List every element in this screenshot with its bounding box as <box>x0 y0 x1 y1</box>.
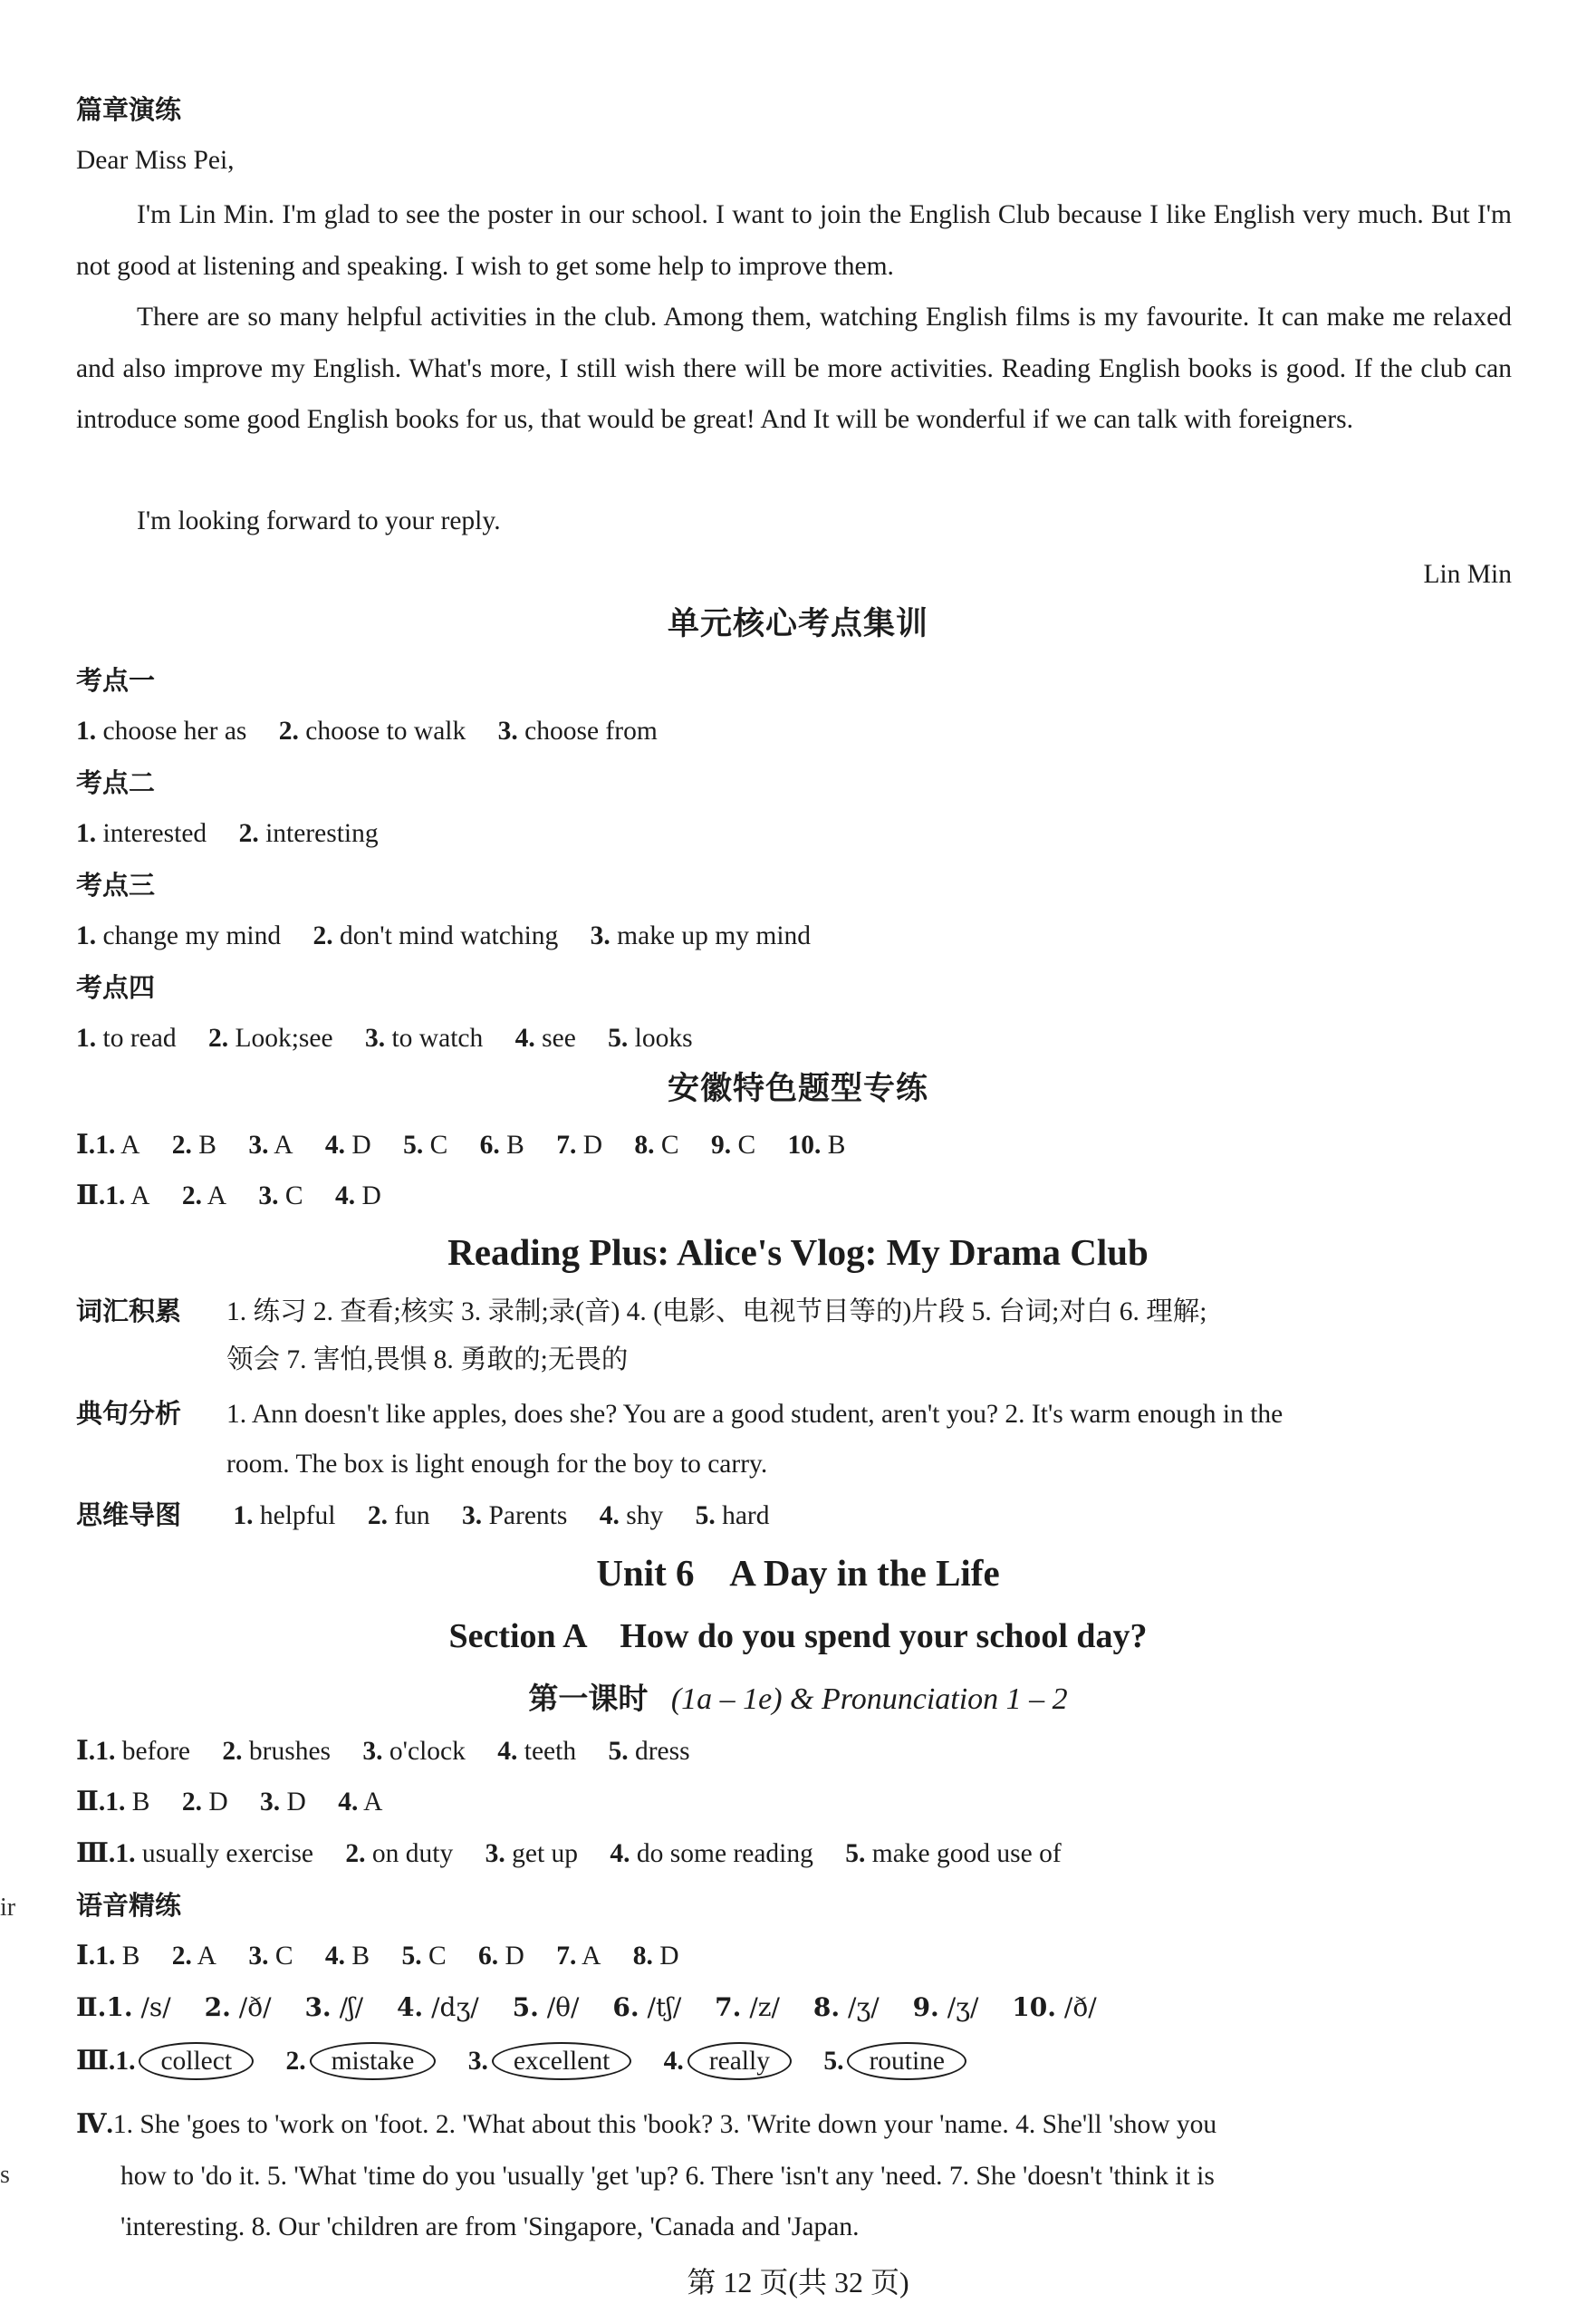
answer-item: 8. D <box>632 1942 679 1971</box>
core-point-label: 考点一 <box>76 665 156 696</box>
answer-item: 1. before <box>95 1737 191 1766</box>
answer-item: 2. mistake <box>285 2047 436 2076</box>
answer-item: 7. A <box>556 1942 601 1971</box>
lesson-title-cn: 第一课时 <box>528 1681 649 1716</box>
answer-item: 3. get up <box>485 1839 579 1868</box>
answer-item: 3. A <box>248 1131 293 1160</box>
mindmap-label: 思维导图 <box>76 1499 182 1530</box>
answer-item: 4. do some reading <box>610 1839 813 1868</box>
answer-item: 1. interested <box>76 819 207 848</box>
answer-item: 2. choose to walk <box>278 717 466 746</box>
vocab-line-1: 1. 练习 2. 查看;核实 3. 录制;录(音) 4. (电影、电视节目等的)片段 5. 台词;对白 6. 理解; <box>226 1297 1207 1326</box>
reading-plus-title: Reading Plus: Alice's Vlog: My Drama Club <box>447 1231 1149 1273</box>
core-point-answers <box>76 1023 1512 1054</box>
sentence-row <box>76 1398 1512 1430</box>
essay-paragraph-3: I'm looking forward to your reply. <box>137 506 501 535</box>
core-point-label: 考点三 <box>76 870 156 901</box>
essay-paragraph-1: I'm Lin Min. I'm glad to see the poster in our school. I want to join the English Club because I like English very much. But I'm not good at listening and speaking. I wish to get some help to improve them. <box>76 200 1512 281</box>
phonetics-row-1: Ⅰ.1. B 2. A 3. C 4. B 5. C 6. D 7. A 8. D <box>76 1942 679 1971</box>
answer-item: 2. interesting <box>238 819 379 848</box>
answer-item: 9. C <box>710 1131 756 1160</box>
answer-item: 3. D <box>260 1788 306 1817</box>
answer-item: 2. A <box>181 1181 226 1210</box>
core-point-answers <box>76 716 1512 747</box>
answer-item: 4. A <box>338 1788 383 1817</box>
answer-item: 1. choose her as <box>76 717 247 746</box>
circled-word: excellent <box>492 2042 631 2080</box>
answer-item: 3. C <box>248 1942 293 1971</box>
answer-item: 4. teeth <box>497 1737 577 1766</box>
core-title: 单元核心考点集训 <box>667 605 928 642</box>
answer-item: 1. /s/ <box>106 1992 171 2022</box>
edge-fragment: ir <box>0 1894 16 1922</box>
edge-fragment: s <box>0 2161 10 2189</box>
sentence-line-2: room. The box is light enough for the boy to carry. <box>226 1450 768 1479</box>
answer-item: 4. really <box>664 2047 792 2076</box>
stress-line-3: 'interesting. 8. Our 'children are from 'Singapore, 'Canada and 'Japan. <box>120 2212 860 2241</box>
sentence-line-1: 1. Ann doesn't like apples, does she? You are a good student, aren't you? 2. It's warm enough in the <box>226 1400 1284 1429</box>
circled-word: routine <box>847 2042 966 2080</box>
answer-item: 1. usually exercise <box>115 1839 314 1868</box>
answer-item: 6. /tʃ/ <box>612 1992 682 2022</box>
essay-heading: 篇章演练 <box>76 94 182 125</box>
answer-item: 5. make good use of <box>845 1839 1062 1868</box>
unit-title: Unit 6 A Day in the Life <box>596 1552 1000 1594</box>
exercise-row-3: Ⅲ.1. usually exercise 2. on duty 3. get up 4. do some reading 5. make good use of <box>76 1839 1062 1868</box>
exercise-row-2: Ⅱ.1. B 2. D 3. D 4. A <box>76 1788 383 1817</box>
phonetics-row-2: Ⅱ.1. /s/ 2. /ð/ 3. /ʃ/ 4. /dʒ/ 5. /θ/ 6. /tʃ/ 7. /z/ 8. /ʒ/ 9. /ʒ/ 10. /ð/ <box>76 1992 1097 2022</box>
answer-item: 3. choose from <box>497 717 658 746</box>
answer-item: 3. make up my mind <box>590 921 812 950</box>
answer-item: 2. brushes <box>222 1737 332 1766</box>
answer-item: 4. D <box>334 1181 381 1210</box>
mindmap-row <box>76 1499 1512 1531</box>
vocab-row <box>76 1296 1512 1327</box>
circled-word: mistake <box>310 2042 437 2080</box>
answer-item: 6. B <box>479 1131 524 1160</box>
answer-item: 10. /ð/ <box>1012 1992 1097 2022</box>
answer-item: 2. don't mind watching <box>312 921 559 950</box>
answer-item: 3. o'clock <box>362 1737 466 1766</box>
core-point-answers <box>76 920 1512 951</box>
answer-item: 5. /θ/ <box>512 1992 580 2022</box>
answer-item: 2. Look;see <box>207 1024 333 1053</box>
answer-item: 1. change my mind <box>76 921 282 950</box>
answer-item: 8. C <box>634 1131 679 1160</box>
answer-item: 4. /dʒ/ <box>396 1992 479 2022</box>
anhui-title: 安徽特色题型专练 <box>667 1070 928 1107</box>
anhui-row-2: Ⅱ.1. A 2. A 3. C 4. D <box>76 1181 381 1210</box>
answer-item: 5. C <box>401 1942 447 1971</box>
circled-word: collect <box>139 2042 254 2080</box>
answer-item: 3. /ʃ/ <box>304 1992 364 2022</box>
answer-item: 4. see <box>514 1024 576 1053</box>
page-number: 第 12 页(共 32 页) <box>687 2266 909 2299</box>
vocab-label: 词汇积累 <box>76 1296 182 1326</box>
essay-signature: Lin Min <box>1423 560 1512 589</box>
answer-item: 1. A <box>95 1131 140 1160</box>
answer-item: 3. to watch <box>364 1024 484 1053</box>
lesson-title <box>0 1681 1596 1718</box>
answer-item: 3. Parents <box>462 1501 568 1530</box>
answer-item: 6. D <box>478 1942 524 1971</box>
answer-item: 7. /z/ <box>715 1992 780 2022</box>
answer-item: 2. /ð/ <box>204 1992 272 2022</box>
lesson-title-en: (1a – 1e) & Pronunciation 1 – 2 <box>670 1682 1068 1716</box>
exercise-row-1: Ⅰ.1. before 2. brushes 3. o'clock 4. teeth 5. dress <box>76 1737 690 1766</box>
answer-item: 5. C <box>403 1131 448 1160</box>
answer-item: 4. B <box>324 1942 370 1971</box>
section-title: Section A How do you spend your school day? <box>448 1617 1148 1655</box>
answer-item: 5. hard <box>695 1501 770 1530</box>
answer-item: 10. B <box>787 1131 846 1160</box>
answer-item: 4. shy <box>599 1501 664 1530</box>
answer-item: 8. /ʒ/ <box>812 1992 880 2022</box>
answer-item: 7. D <box>556 1131 602 1160</box>
sentence-label: 典句分析 <box>76 1398 182 1429</box>
core-point-label: 考点四 <box>76 972 156 1003</box>
vocab-line-2: 领会 7. 害怕,畏惧 8. 勇敢的;无畏的 <box>226 1345 629 1374</box>
phonetics-heading: 语音精练 <box>76 1890 182 1921</box>
answer-item: 4. D <box>324 1131 371 1160</box>
answer-item: 3. C <box>258 1181 303 1210</box>
circled-word: really <box>687 2042 792 2080</box>
answer-item: 9. /ʒ/ <box>912 1992 979 2022</box>
answer-item: 1. helpful <box>233 1501 336 1530</box>
phonetics-row-4: Ⅳ.1. She 'goes to 'work on 'foot. 2. 'What about this 'book? 3. 'Write down your 'name. 4. She'll 'show you <box>76 2110 1217 2139</box>
essay-paragraph-2: There are so many helpful activities in the club. Among them, watching English films is my favourite. It can make me relaxed and also improve my English. What's more, I still wish there will be more activities. Reading English books is good. If the club can introduce some good English books for us, that would be great! And It will be wonderful if we can talk with foreigners. <box>76 303 1512 434</box>
answer-item: 2. B <box>171 1131 216 1160</box>
stress-line-1: 1. She 'goes to 'work on 'foot. 2. 'What about this 'book? 3. 'Write down your 'name. 4. She'll 'show you <box>112 2110 1217 2139</box>
answer-item: 5. dress <box>608 1737 690 1766</box>
core-point-answers <box>76 818 1512 849</box>
answer-item: 2. D <box>181 1788 228 1817</box>
anhui-row-1: Ⅰ.1. A 2. B 3. A 4. D 5. C 6. B 7. D 8. C 9. C 10. B <box>76 1131 846 1160</box>
phonetics-row-3: Ⅲ.1. collect 2. mistake 3. excellent 4. really 5. routine <box>76 2042 1512 2080</box>
answer-item: 2. fun <box>367 1501 430 1530</box>
answer-item: 5. looks <box>608 1024 693 1053</box>
answer-item: 1. B <box>105 1788 150 1817</box>
essay-salutation: Dear Miss Pei, <box>76 146 235 175</box>
answer-item: 2. A <box>171 1942 216 1971</box>
answer-item: 3. excellent <box>468 2047 632 2076</box>
stress-line-2: how to 'do it. 5. 'What 'time do you 'usually 'get 'up? 6. There 'isn't any 'need. 7. She 'doesn't 'think it is <box>120 2162 1215 2191</box>
answer-item: 1. to read <box>76 1024 177 1053</box>
answer-item: 1. B <box>95 1942 140 1971</box>
answer-item: 5. routine <box>823 2047 966 2076</box>
answer-item: 2. on duty <box>345 1839 454 1868</box>
core-point-label: 考点二 <box>76 767 156 798</box>
answer-item: 1. collect <box>115 2047 254 2076</box>
answer-item: 1. A <box>105 1181 150 1210</box>
